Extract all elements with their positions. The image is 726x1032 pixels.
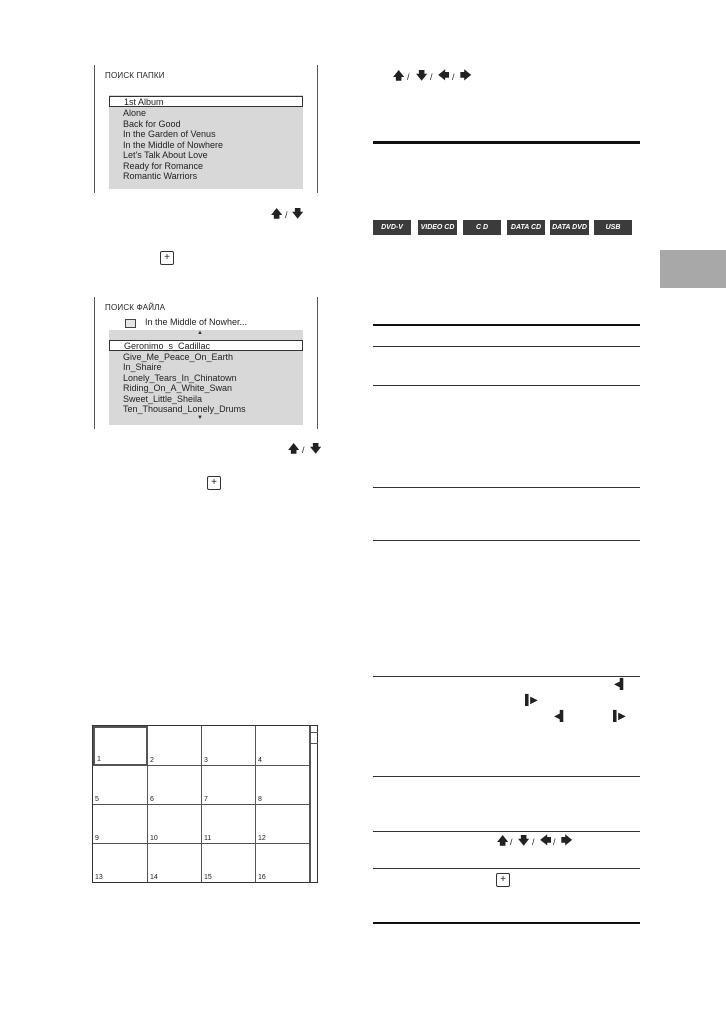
up-arrow-icon: 🡅: [393, 70, 405, 82]
down-arrow-icon: 🡇: [292, 208, 304, 220]
section-side-tab: [660, 250, 726, 288]
enter-button-icon: +: [207, 476, 221, 490]
slash-separator: /: [302, 445, 305, 455]
table-rule: [373, 487, 640, 488]
file-search-title: ПОИСК ФАЙЛА: [105, 303, 166, 312]
table-rule: [373, 922, 640, 924]
up-arrow-icon: 🡅: [288, 443, 300, 455]
table-rule: [373, 385, 640, 386]
thumbnail-number: 2: [150, 757, 154, 764]
file-search-screen: [94, 297, 318, 429]
slash-separator: /: [430, 72, 433, 82]
scroll-down-icon[interactable]: ▼: [197, 415, 203, 421]
folder-list-item[interactable]: Let's Talk About Love: [123, 150, 208, 160]
folder-list-item[interactable]: In the Middle of Nowhere: [123, 139, 224, 150]
slash-separator: /: [285, 210, 288, 220]
thumbnail-number: 3: [204, 757, 208, 764]
enter-button-icon: +: [496, 873, 510, 887]
thumbnail-number: 12: [258, 835, 266, 842]
folder-list-item[interactable]: In the Garden of Venus: [123, 129, 216, 139]
file-list: [109, 330, 303, 425]
slash-separator: /: [452, 72, 455, 82]
slash-separator: /: [407, 72, 410, 82]
slash-separator: /: [532, 837, 535, 847]
thumbnail-cell[interactable]: [148, 726, 202, 766]
disc-badge-usb: USB: [594, 220, 632, 235]
scroll-up-icon[interactable]: ▲: [197, 330, 203, 336]
skip-forward-icon: ▌▶: [525, 695, 536, 706]
thumbnail-cell[interactable]: [93, 805, 148, 844]
thumbnail-grid: [92, 725, 318, 883]
table-rule: [373, 540, 640, 541]
folder-list-item[interactable]: Ready for Romance: [123, 160, 204, 171]
table-rule: [373, 776, 640, 777]
folder-search-screen: [94, 65, 318, 193]
file-list-item[interactable]: Ten_Thousand_Lonely_Drums: [123, 404, 246, 414]
thumbnail-cell-selected[interactable]: [93, 726, 148, 766]
slash-separator: /: [510, 837, 513, 847]
section-header-rule: [373, 141, 640, 144]
table-rule: [373, 831, 640, 832]
down-arrow-icon: 🡇: [518, 835, 530, 847]
thumbnail-cell[interactable]: [202, 805, 256, 844]
disc-badge-dvd-v: DVD-V: [373, 220, 411, 235]
folder-list-item[interactable]: Back for Good: [123, 118, 181, 129]
left-arrow-icon: 🡄: [540, 835, 552, 847]
thumbnail-number: 6: [150, 796, 154, 803]
up-arrow-icon: 🡅: [271, 208, 283, 220]
right-arrow-icon: 🡆: [460, 70, 472, 82]
disc-badge-data-cd: DATA CD: [507, 220, 545, 235]
thumbnail-number: 13: [95, 874, 103, 881]
file-list-item-selected[interactable]: Geronimo_s_Cadillac: [109, 340, 303, 351]
table-rule: [373, 868, 640, 869]
thumbnail-cell[interactable]: [202, 726, 256, 766]
thumbnail-number: 8: [258, 796, 262, 803]
skip-back-icon: ◀▌: [614, 679, 625, 690]
file-list-item[interactable]: Sweet_Little_Sheila: [123, 393, 203, 404]
file-list-item[interactable]: Riding_On_A_White_Swan: [123, 383, 233, 393]
thumbnail-cell[interactable]: [256, 726, 310, 766]
thumbnail-cell[interactable]: [202, 766, 256, 805]
disc-badge-cd: C D: [463, 220, 501, 235]
thumbnail-cell[interactable]: [148, 844, 202, 882]
table-rule: [373, 676, 640, 677]
thumbnail-number: 9: [95, 835, 99, 842]
grid-scrollbar-thumb[interactable]: [311, 732, 318, 744]
thumbnail-number: 15: [204, 874, 212, 881]
thumbnail-cell[interactable]: [202, 844, 256, 882]
file-list-item[interactable]: Lonely_Tears_In_Chinatown: [123, 372, 237, 383]
file-list-item[interactable]: Give_Me_Peace_On_Earth: [123, 351, 234, 362]
thumbnail-number: 14: [150, 874, 158, 881]
down-arrow-icon: 🡇: [416, 70, 428, 82]
thumbnail-number: 4: [258, 757, 262, 764]
table-rule: [373, 324, 640, 326]
thumbnail-cell[interactable]: [148, 766, 202, 805]
folder-icon: [125, 319, 136, 328]
right-arrow-icon: 🡆: [561, 835, 573, 847]
skip-forward-icon: ▌▶: [613, 711, 624, 722]
thumbnail-cell[interactable]: [256, 766, 310, 805]
thumbnail-cell[interactable]: [148, 805, 202, 844]
disc-badge-video-cd: VIDEO CD: [418, 220, 457, 235]
left-arrow-icon: 🡄: [438, 70, 450, 82]
folder-list: [109, 95, 303, 189]
thumbnail-cell[interactable]: [256, 805, 310, 844]
table-rule: [373, 346, 640, 347]
thumbnail-cell[interactable]: [93, 766, 148, 805]
current-folder-name: In the Middle of Nowher...: [145, 317, 248, 327]
slash-separator: /: [553, 837, 556, 847]
up-arrow-icon: 🡅: [497, 835, 509, 847]
folder-list-item[interactable]: Alone: [123, 108, 147, 118]
down-arrow-icon: 🡇: [310, 443, 322, 455]
skip-back-icon: ◀▌: [554, 711, 565, 722]
grid-scrollbar[interactable]: [310, 726, 318, 882]
disc-badge-data-dvd: DATA DVD: [550, 220, 589, 235]
folder-list-item[interactable]: Romantic Warriors: [123, 171, 198, 181]
folder-list-item-selected[interactable]: 1st Album: [109, 96, 303, 107]
thumbnail-number: 16: [258, 874, 266, 881]
thumbnail-number: 10: [150, 835, 158, 842]
thumbnail-number: 7: [204, 796, 208, 803]
thumbnail-number: 1: [97, 756, 101, 763]
thumbnail-number: 5: [95, 796, 99, 803]
thumbnail-number: 11: [204, 835, 212, 842]
thumbnail-cell[interactable]: [256, 844, 310, 882]
file-list-item[interactable]: In_Shaire: [123, 362, 162, 372]
folder-search-title: ПОИСК ПАПКИ: [105, 71, 165, 80]
enter-button-icon: +: [160, 251, 174, 265]
thumbnail-cell[interactable]: [93, 844, 148, 882]
